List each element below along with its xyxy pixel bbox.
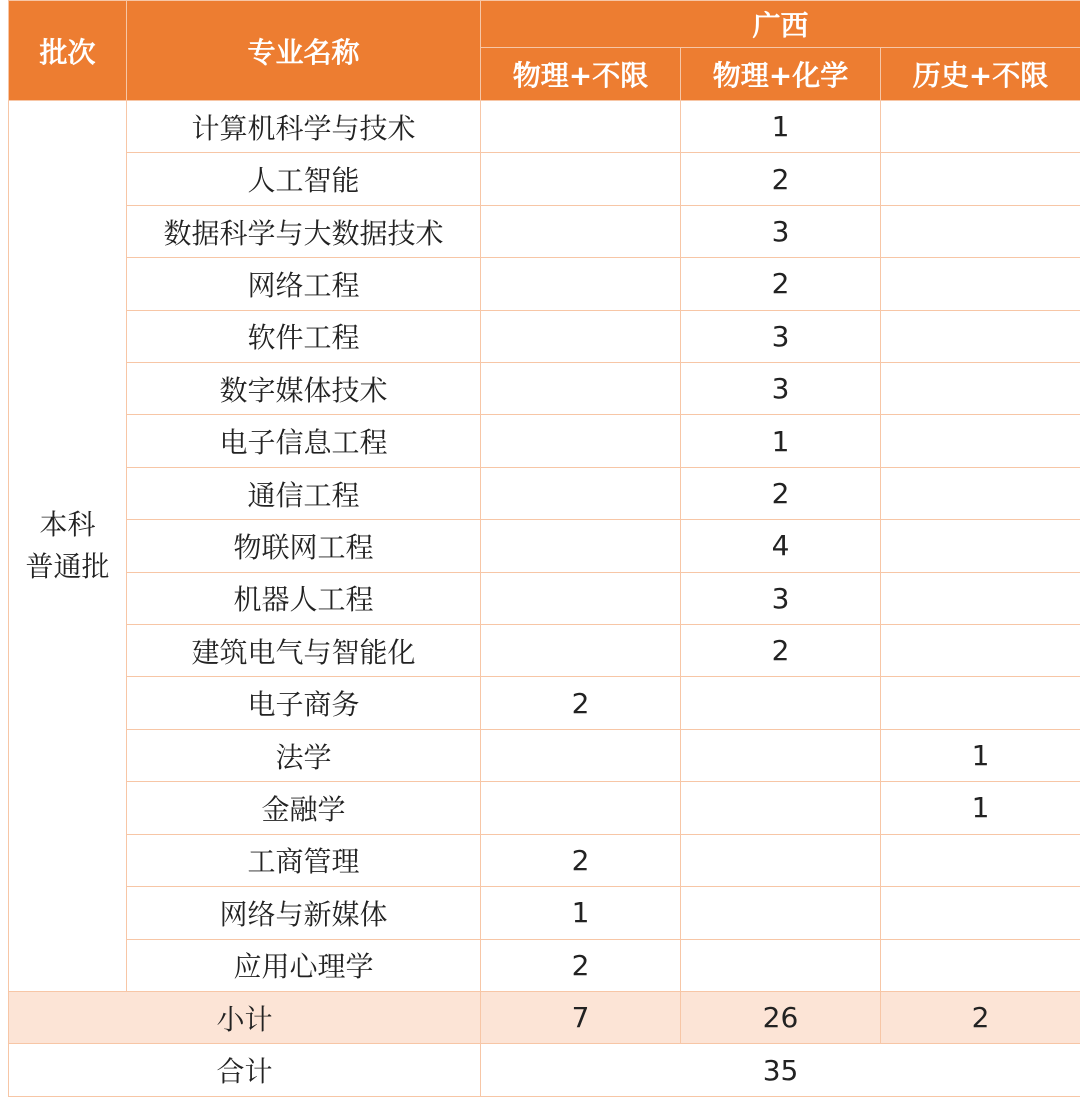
batch-cell (9, 101, 127, 992)
table-row (9, 101, 1080, 153)
header-major: 专业名称 (127, 1, 481, 101)
value-physics-any: 1 (481, 887, 681, 939)
value-physics-chemistry: 3 (681, 310, 881, 362)
value-physics-any (481, 729, 681, 781)
table-row (9, 258, 1080, 310)
value-history-any (881, 887, 1080, 939)
value-history-any (881, 467, 1080, 519)
major-name: 软件工程 (127, 310, 481, 362)
value-physics-chemistry (681, 729, 881, 781)
major-name: 通信工程 (127, 467, 481, 519)
value-physics-chemistry: 4 (681, 520, 881, 572)
table-row (9, 887, 1080, 939)
value-physics-chemistry: 3 (681, 572, 881, 624)
value-history-any (881, 572, 1080, 624)
value-history-any (881, 677, 1080, 729)
major-name: 金融学 (127, 782, 481, 834)
value-physics-any (481, 101, 681, 153)
value-physics-chemistry: 2 (681, 258, 881, 310)
header-region: 广西 (481, 1, 1080, 48)
value-physics-chemistry (681, 782, 881, 834)
enrollment-table (8, 0, 1080, 1097)
major-name: 法学 (127, 729, 481, 781)
value-physics-any (481, 258, 681, 310)
table-row (9, 363, 1080, 415)
table-row (9, 467, 1080, 519)
table-row (9, 205, 1080, 257)
table-row (9, 310, 1080, 362)
value-physics-chemistry: 1 (681, 415, 881, 467)
major-name: 数据科学与大数据技术 (127, 205, 481, 257)
major-name: 工商管理 (127, 834, 481, 886)
value-physics-any (481, 310, 681, 362)
value-physics-chemistry: 2 (681, 467, 881, 519)
value-physics-chemistry (681, 887, 881, 939)
subtotal-history-any: 2 (881, 991, 1080, 1043)
value-history-any (881, 205, 1080, 257)
table-row (9, 415, 1080, 467)
batch-line2: 普通批 (25, 549, 110, 583)
value-history-any (881, 363, 1080, 415)
value-physics-any: 2 (481, 834, 681, 886)
value-physics-any: 2 (481, 677, 681, 729)
major-name: 机器人工程 (127, 572, 481, 624)
subtotal-physics-any: 7 (481, 991, 681, 1043)
table-row (9, 939, 1080, 991)
value-physics-chemistry (681, 939, 881, 991)
table-row (9, 834, 1080, 886)
table-row (9, 625, 1080, 677)
value-physics-any (481, 467, 681, 519)
major-name: 计算机科学与技术 (127, 101, 481, 153)
value-physics-any (481, 363, 681, 415)
table-row (9, 153, 1080, 205)
value-physics-chemistry: 2 (681, 153, 881, 205)
header-col-history-any: 历史+不限 (881, 48, 1080, 101)
value-physics-chemistry: 2 (681, 625, 881, 677)
value-physics-chemistry: 1 (681, 101, 881, 153)
subtotal-label: 小计 (9, 991, 481, 1043)
value-history-any (881, 258, 1080, 310)
batch-line1: 本科 (39, 507, 96, 541)
major-name: 应用心理学 (127, 939, 481, 991)
major-name: 网络与新媒体 (127, 887, 481, 939)
value-physics-chemistry (681, 677, 881, 729)
header-batch: 批次 (9, 1, 127, 101)
table-row (9, 520, 1080, 572)
major-name: 人工智能 (127, 153, 481, 205)
value-physics-chemistry: 3 (681, 363, 881, 415)
major-name: 网络工程 (127, 258, 481, 310)
subtotal-physics-chemistry: 26 (681, 991, 881, 1043)
table-row (9, 677, 1080, 729)
total-label: 合计 (9, 1044, 481, 1097)
value-physics-chemistry (681, 834, 881, 886)
value-history-any (881, 834, 1080, 886)
value-physics-any (481, 625, 681, 677)
value-physics-any (481, 205, 681, 257)
value-history-any (881, 153, 1080, 205)
major-name: 物联网工程 (127, 520, 481, 572)
value-history-any: 1 (881, 782, 1080, 834)
value-history-any (881, 939, 1080, 991)
header-col-physics-any: 物理+不限 (481, 48, 681, 101)
value-physics-any (481, 572, 681, 624)
major-name: 数字媒体技术 (127, 363, 481, 415)
major-name: 建筑电气与智能化 (127, 625, 481, 677)
major-name: 电子信息工程 (127, 415, 481, 467)
subtotal-row (9, 991, 1080, 1043)
total-value: 35 (481, 1044, 1080, 1097)
value-physics-any: 2 (481, 939, 681, 991)
total-row (9, 1044, 1080, 1097)
value-history-any (881, 101, 1080, 153)
header-col-physics-chemistry: 物理+化学 (681, 48, 881, 101)
value-history-any: 1 (881, 729, 1080, 781)
table-row (9, 572, 1080, 624)
table-body (9, 101, 1080, 1097)
value-physics-any (481, 415, 681, 467)
value-history-any (881, 625, 1080, 677)
value-history-any (881, 415, 1080, 467)
table-row (9, 729, 1080, 781)
value-physics-any (481, 153, 681, 205)
value-physics-any (481, 520, 681, 572)
major-name: 电子商务 (127, 677, 481, 729)
value-physics-any (481, 782, 681, 834)
value-physics-chemistry: 3 (681, 205, 881, 257)
value-history-any (881, 520, 1080, 572)
table-row (9, 782, 1080, 834)
value-history-any (881, 310, 1080, 362)
